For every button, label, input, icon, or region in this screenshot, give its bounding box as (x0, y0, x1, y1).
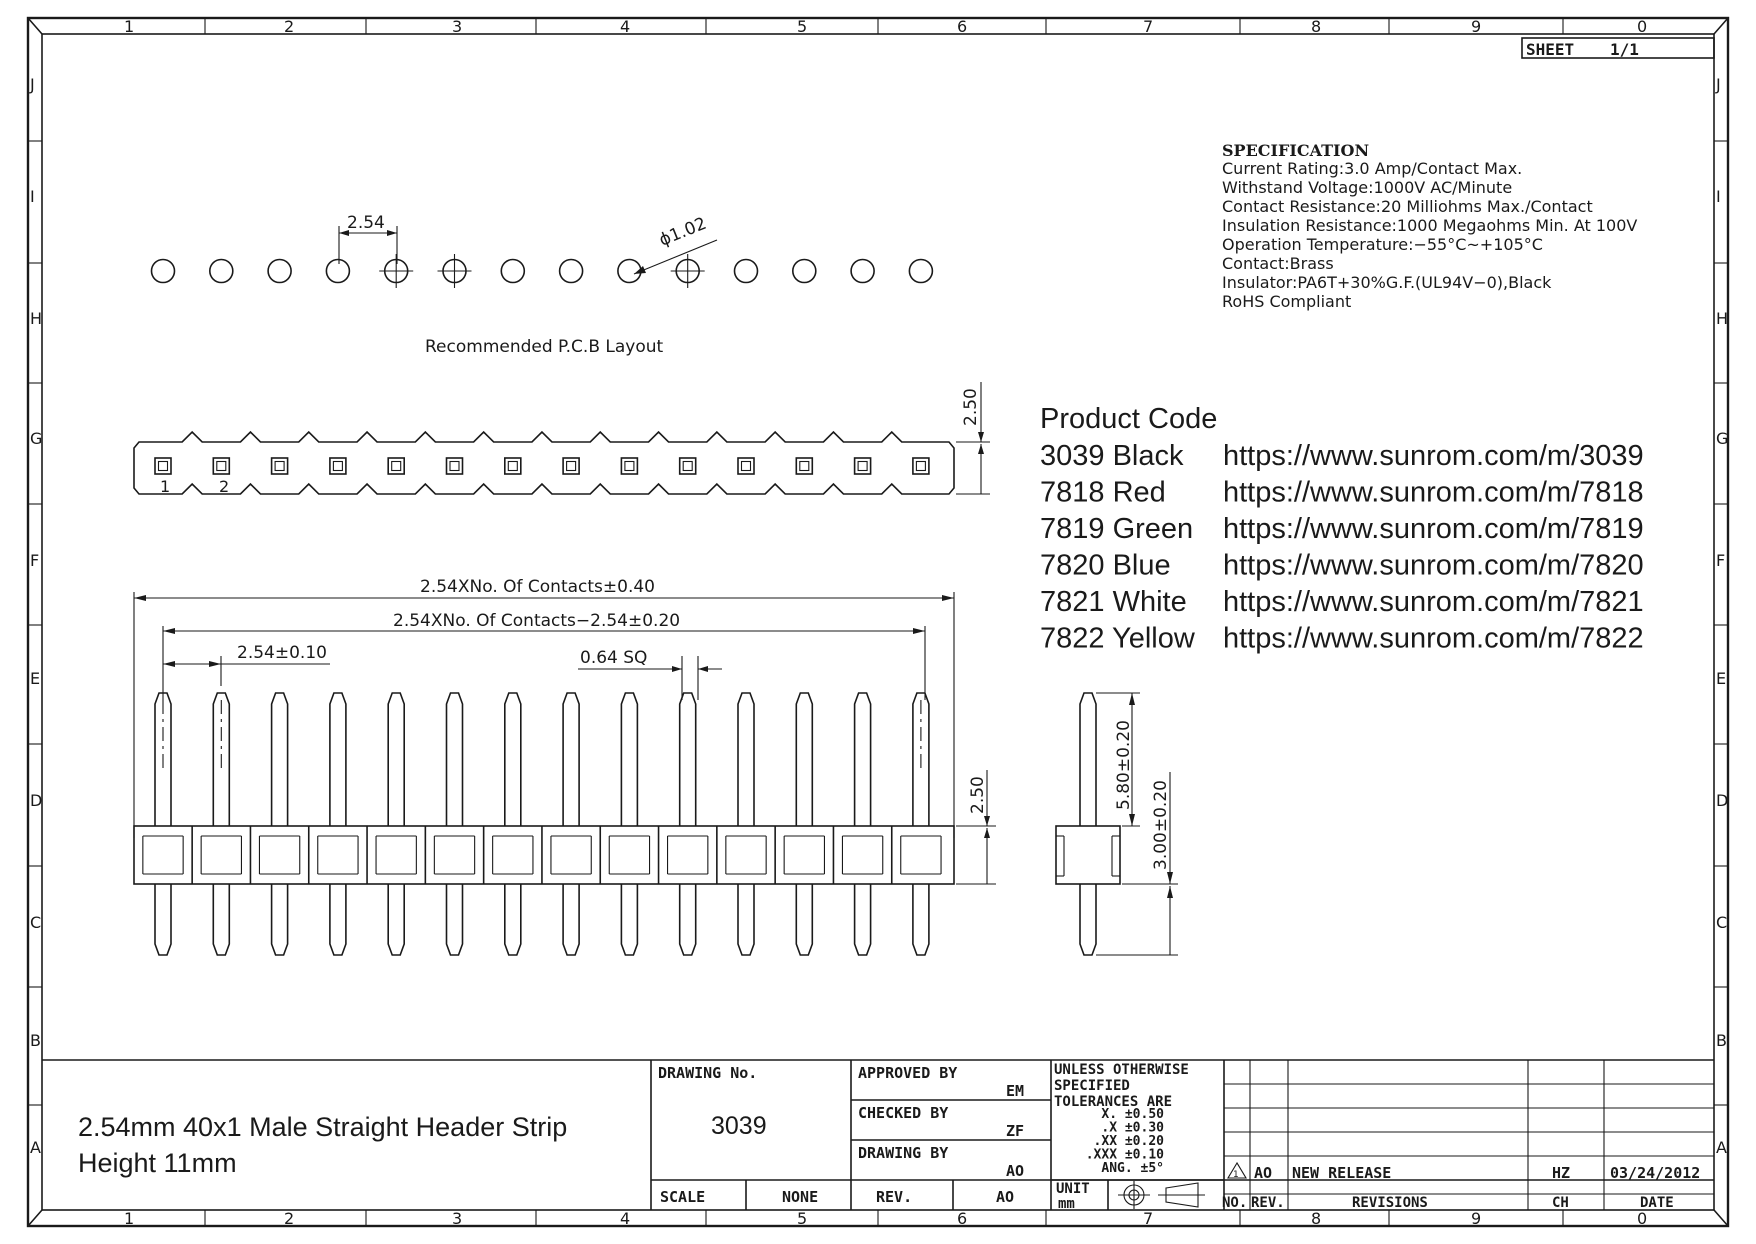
pin-lower (388, 884, 404, 955)
revision-rev-header: REV. (1251, 1195, 1285, 1211)
pin-lower (855, 884, 871, 955)
header-top-view (134, 382, 990, 496)
pcb-hole (326, 260, 349, 283)
product-url[interactable]: https://www.sunrom.com/m/7821 (1223, 586, 1644, 618)
row-label: F (1716, 551, 1726, 570)
strip-pin-square (330, 458, 346, 474)
pcb-pitch-label: 2.54 (347, 213, 385, 233)
strip-pin-square (621, 458, 637, 474)
specification-line: Insulation Resistance:1000 Megaohms Min. At 100V (1222, 216, 1638, 235)
pcb-hole (152, 260, 175, 283)
row-label: J (1716, 75, 1721, 94)
specification-line: Insulator:PA6T+30%G.F.(UL94V−0),Black (1222, 273, 1552, 292)
pin-upper (563, 693, 579, 826)
pin-upper (388, 693, 404, 826)
row-label: I (30, 187, 35, 206)
pcb-hole (268, 260, 291, 283)
column-label: 0 (1637, 1209, 1648, 1228)
pin-lower (213, 884, 229, 955)
pin-lower (796, 884, 812, 955)
product-code: 7821 White (1040, 586, 1187, 618)
column-label: 2 (284, 1209, 295, 1228)
specification-line: Current Rating:3.0 Amp/Contact Max. (1222, 159, 1523, 178)
row-label: H (30, 309, 43, 328)
column-label: 8 (1311, 1209, 1322, 1228)
front-view-pins (134, 693, 954, 955)
revision-table (1222, 1060, 1714, 1211)
row-label: A (30, 1138, 41, 1157)
specification-line: Withstand Voltage:1000V AC/Minute (1222, 178, 1513, 197)
tolerance-heading: TOLERANCES ARE (1054, 1094, 1173, 1110)
pin-pitch-label: 2.54±0.10 (237, 643, 327, 663)
pcb-hole (210, 260, 233, 283)
strip-pin-square (447, 458, 463, 474)
column-label: 5 (797, 17, 808, 36)
pcb-hole-label: ϕ1.02 (656, 213, 710, 251)
strip-pin-square (796, 458, 812, 474)
specification-block (1222, 141, 1637, 311)
revision-no-header: NO. (1222, 1195, 1248, 1211)
row-label: D (30, 791, 43, 810)
body-height-label: 2.50 (968, 776, 988, 814)
projection-symbol-icon (1118, 1181, 1205, 1209)
column-label: 9 (1471, 1209, 1482, 1228)
side-lower-label: 3.00±0.20 (1151, 780, 1171, 870)
tolerance-value: X. ±0.50 (1101, 1107, 1164, 1122)
pin-lower (505, 884, 521, 955)
column-label: 6 (957, 1209, 968, 1228)
revision-rev: AO (1254, 1164, 1273, 1182)
pin-upper (796, 693, 812, 826)
column-label: 7 (1143, 1209, 1154, 1228)
row-label: I (1716, 187, 1721, 206)
pcb-hole (793, 260, 816, 283)
specification-line: Operation Temperature:−55°C~+105°C (1222, 235, 1543, 254)
tolerance-notes (1054, 1062, 1189, 1176)
row-label: J (30, 75, 35, 94)
pin-lower (621, 884, 637, 955)
column-label: 7 (1143, 17, 1154, 36)
pin-lower (272, 884, 288, 955)
drawing-number: 3039 (711, 1112, 767, 1140)
strip-pin-square (272, 458, 288, 474)
row-label: E (30, 669, 41, 688)
revision-date: 03/24/2012 (1610, 1164, 1701, 1182)
strip-pin-squares (155, 458, 929, 474)
strip-height-label: 2.50 (961, 388, 981, 426)
scale-label: SCALE (660, 1188, 706, 1206)
pin-lower (447, 884, 463, 955)
row-label: G (1716, 429, 1729, 448)
row-label: B (30, 1031, 41, 1050)
overall-length-label: 2.54XNo. Of Contacts±0.40 (420, 577, 655, 597)
sheet-label: SHEET (1526, 40, 1575, 59)
pin-upper (447, 693, 463, 826)
column-label: 6 (957, 17, 968, 36)
row-label: B (1716, 1031, 1727, 1050)
strip-pin-square (505, 458, 521, 474)
product-url[interactable]: https://www.sunrom.com/m/3039 (1223, 440, 1644, 472)
title-block (42, 1060, 1714, 1212)
strip-pin-square (388, 458, 404, 474)
column-label: 5 (797, 1209, 808, 1228)
row-label: F (30, 551, 40, 570)
tolerance-value: .X ±0.30 (1101, 1120, 1164, 1136)
pin-lower (330, 884, 346, 955)
pin-upper (680, 693, 696, 826)
strip-pin-square (213, 458, 229, 474)
pin-lower (155, 884, 171, 955)
pin-upper (272, 693, 288, 826)
product-code-heading: Product Code (1040, 403, 1218, 435)
pin-upper (330, 693, 346, 826)
specification-lines (1222, 159, 1637, 311)
strip-pin-square (855, 458, 871, 474)
header-side-view (1056, 693, 1178, 955)
pcb-holes (152, 254, 933, 288)
column-label: 4 (620, 1209, 631, 1228)
pin-2-label: 2 (219, 477, 230, 496)
pcb-hole (735, 260, 758, 283)
sheet-value: 1/1 (1610, 40, 1639, 59)
drawing-number-label: DRAWING No. (658, 1064, 758, 1082)
column-label: 4 (620, 17, 631, 36)
pin-lower (680, 884, 696, 955)
svg-text:1: 1 (1233, 1170, 1239, 1180)
pcb-hole (851, 260, 874, 283)
revision-checked: HZ (1552, 1164, 1571, 1182)
approved-by: EM (1006, 1082, 1025, 1100)
row-label: C (1716, 913, 1728, 932)
revision-description: NEW RELEASE (1292, 1164, 1392, 1182)
approved-by-label: APPROVED BY (858, 1064, 958, 1082)
tolerance-heading: UNLESS OTHERWISE (1054, 1062, 1189, 1078)
product-code: 3039 Black (1040, 440, 1184, 472)
pcb-layout-view (152, 213, 933, 357)
strip-pin-square (155, 458, 171, 474)
tolerance-value: ANG. ±5° (1101, 1161, 1164, 1176)
row-label: D (1716, 791, 1729, 810)
pin-upper (621, 693, 637, 826)
rev-value: AO (996, 1188, 1015, 1206)
checked-by: ZF (1006, 1122, 1025, 1140)
pcb-layout-caption: Recommended P.C.B Layout (425, 337, 664, 357)
rev-label: REV. (876, 1188, 913, 1206)
header-body (134, 826, 954, 884)
column-label: 8 (1311, 17, 1322, 36)
column-label: 1 (124, 17, 135, 36)
drawing-title-line-2: Height 11mm (78, 1148, 237, 1178)
pcb-hole (909, 260, 932, 283)
row-label: G (30, 429, 43, 448)
specification-line: Contact Resistance:20 Milliohms Max./Contact (1222, 197, 1593, 216)
pin-lower (913, 884, 929, 955)
product-url[interactable]: https://www.sunrom.com/m/7819 (1223, 513, 1644, 545)
unit-label: UNIT (1056, 1181, 1090, 1197)
column-label: 0 (1637, 17, 1648, 36)
tolerance-value: .XX ±0.20 (1093, 1134, 1164, 1149)
strip-pin-square (913, 458, 929, 474)
pin-upper (855, 693, 871, 826)
strip-pin-square (680, 458, 696, 474)
strip-pin-square (738, 458, 754, 474)
row-label: E (1716, 669, 1727, 688)
product-code: 7820 Blue (1040, 549, 1171, 582)
column-label: 2 (284, 17, 295, 36)
row-label: H (1716, 309, 1729, 328)
product-code-rows (1040, 440, 1644, 655)
specification-line: Contact:Brass (1222, 254, 1334, 273)
revisions-header: REVISIONS (1352, 1195, 1428, 1211)
product-url[interactable]: https://www.sunrom.com/m/7822 (1223, 622, 1644, 655)
column-label: 1 (124, 1209, 135, 1228)
specification-line: RoHS Compliant (1222, 292, 1352, 311)
revision-ch-header: CH (1552, 1195, 1569, 1211)
drawn-by: AO (1006, 1162, 1025, 1180)
tolerance-value: .XXX ±0.10 (1085, 1147, 1164, 1163)
checked-by-label: CHECKED BY (858, 1104, 949, 1122)
product-code-list (1040, 403, 1644, 655)
pin-span-label: 2.54XNo. Of Contacts−2.54±0.20 (393, 611, 681, 631)
product-code: 7818 Red (1040, 476, 1166, 509)
product-url[interactable]: https://www.sunrom.com/m/7818 (1223, 476, 1644, 509)
pin-upper (505, 693, 521, 826)
specification-title: SPECIFICATION (1222, 141, 1370, 160)
pin-1-label: 1 (160, 477, 171, 496)
unit-value: mm (1058, 1196, 1075, 1212)
column-label: 9 (1471, 17, 1482, 36)
product-code: 7822 Yellow (1040, 622, 1195, 655)
product-code: 7819 Green (1040, 513, 1194, 545)
side-upper-label: 5.80±0.20 (1114, 720, 1134, 810)
product-url[interactable]: https://www.sunrom.com/m/7820 (1223, 549, 1644, 582)
drawn-by-label: DRAWING BY (858, 1144, 949, 1162)
pin-lower (563, 884, 579, 955)
pcb-hole (501, 260, 524, 283)
column-label: 3 (452, 1209, 463, 1228)
tolerance-heading: SPECIFIED (1054, 1078, 1130, 1094)
pin-upper (738, 693, 754, 826)
column-label: 3 (452, 17, 463, 36)
drawing-title-line-1: 2.54mm 40x1 Male Straight Header Strip (78, 1112, 568, 1142)
pin-lower (738, 884, 754, 955)
strip-pin-square (563, 458, 579, 474)
scale-value: NONE (782, 1188, 819, 1206)
header-front-view (134, 577, 996, 955)
sheet-box (1522, 38, 1714, 59)
row-label: C (30, 913, 42, 932)
revision-date-header: DATE (1640, 1195, 1674, 1211)
row-label: A (1716, 1138, 1727, 1157)
pcb-hole (560, 260, 583, 283)
pin-size-label: 0.64 SQ (580, 648, 648, 668)
revision-triangle-icon (1228, 1163, 1246, 1180)
